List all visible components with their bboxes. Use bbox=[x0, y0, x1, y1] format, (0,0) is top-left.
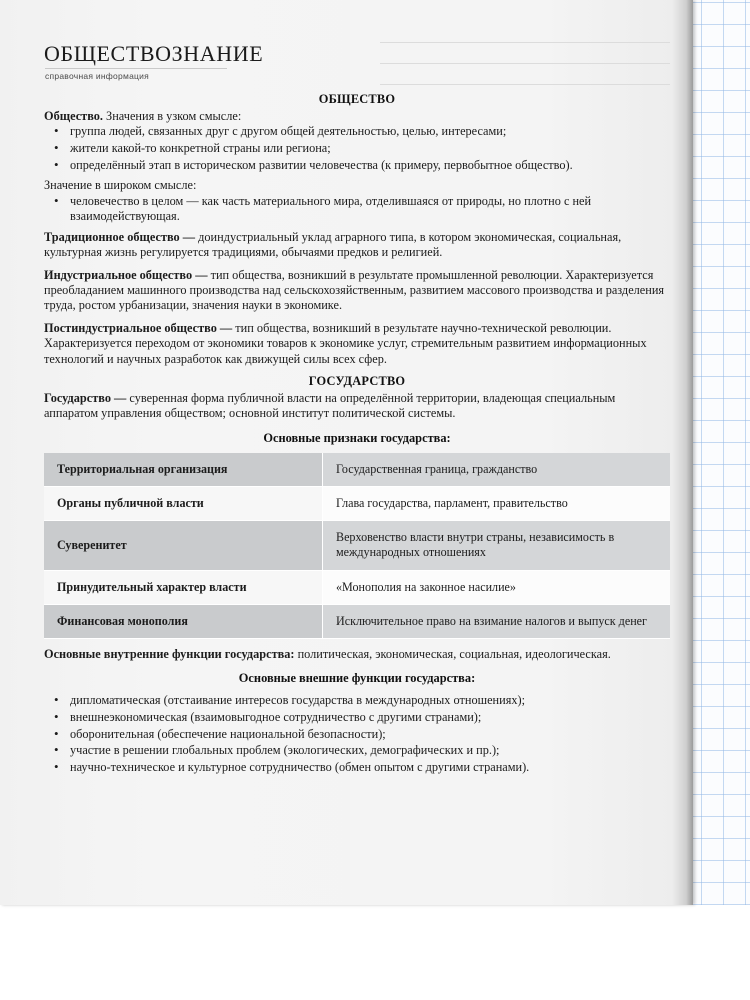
table-cell-value: Верховенство власти внутри страны, независимость в международных отношениях bbox=[323, 521, 671, 570]
table-cell-value: Исключительное право на взимание налогов и выпуск денег bbox=[323, 604, 671, 638]
definition-industrial-society bbox=[44, 268, 670, 314]
list-item bbox=[44, 124, 670, 140]
external-functions-list bbox=[44, 693, 670, 775]
society-intro-rest: Значения в узком смысле: bbox=[102, 109, 242, 123]
page-content-area bbox=[44, 0, 670, 905]
header-rule-line bbox=[380, 63, 670, 64]
table-cell-value: Глава государства, парламент, правительство bbox=[323, 487, 671, 521]
table-row bbox=[44, 487, 670, 521]
list-item bbox=[44, 693, 670, 709]
list-item-text: дипломатическая (отстаивание интересов государства в международных отношениях); bbox=[70, 693, 526, 708]
header-rule-line bbox=[380, 84, 670, 85]
society-broad-list bbox=[44, 194, 670, 225]
list-item-text: участие в решении глобальных проблем (экологических, демографических и пр.); bbox=[70, 743, 500, 758]
section-heading-society: ОБЩЕСТВО bbox=[318, 92, 396, 106]
list-item bbox=[44, 158, 670, 174]
table-row bbox=[44, 521, 670, 570]
list-item-text: группа людей, связанных друг с другом общей деятельностью, целью, интересами; bbox=[70, 124, 507, 139]
header-rule-line bbox=[380, 42, 670, 43]
table-row bbox=[44, 570, 670, 604]
table-row bbox=[44, 453, 670, 487]
definition-term: Традиционное общество — bbox=[44, 229, 196, 244]
page-title: ОБЩЕСТВОЗНАНИЕ bbox=[44, 41, 264, 66]
definition-term: Индустриальное общество — bbox=[44, 267, 208, 282]
list-item bbox=[44, 727, 670, 743]
list-item-text: научно-техническое и культурное сотрудничество (обмен опытом с другими странами). bbox=[70, 759, 530, 774]
list-item-text: определённый этап в историческом развитии человечества (к примеру, первобытное общество). bbox=[70, 157, 573, 172]
definition-text: тип общества, возникший в результате промышленной революции. Характеризуется преобладанием машинного производства над сельскохозяйственным, развитием массового производства и разделения труда, ростом урбанизации, значения науки в экономике. bbox=[44, 267, 665, 313]
internal-functions-paragraph bbox=[44, 647, 670, 662]
definition-state bbox=[44, 391, 670, 422]
external-functions-caption: Основные внешние функции государства: bbox=[238, 671, 476, 686]
internal-functions-text: политическая, экономическая, социальная, идеологическая. bbox=[294, 647, 611, 662]
table-cell-value: «Монополия на законное насилие» bbox=[323, 570, 671, 604]
society-broad-label: Значение в широком смысле: bbox=[44, 178, 197, 193]
list-item bbox=[44, 194, 670, 225]
definition-text: доиндустриальный уклад аграрного типа, в котором экономическая, социальная, культурная жизнь регулируется традициями, обычаями предков и религией. bbox=[44, 229, 622, 260]
society-narrow-intro bbox=[44, 109, 670, 124]
definition-text: суверенная форма публичной власти на определённой территории, владеющая специальным аппаратом управления обществом; основной институт политической системы. bbox=[44, 391, 616, 421]
table-cell-key: Суверенитет bbox=[44, 521, 323, 570]
definition-term: Государство — bbox=[44, 391, 127, 406]
definition-term: Постиндустриальное общество — bbox=[44, 320, 233, 335]
list-item bbox=[44, 743, 670, 759]
table-caption-state-traits: Основные признаки государства: bbox=[263, 430, 451, 445]
table-cell-key: Органы публичной власти bbox=[44, 487, 323, 521]
list-item-text: оборонительная (обеспечение национальной безопасности); bbox=[70, 726, 386, 741]
list-item-text: жители какой-то конкретной страны или региона; bbox=[70, 141, 331, 155]
definition-postindustrial-society bbox=[44, 321, 670, 367]
table-cell-key: Финансовая монополия bbox=[44, 604, 323, 638]
definition-traditional-society bbox=[44, 230, 670, 261]
title-divider bbox=[45, 68, 227, 69]
society-narrow-list bbox=[44, 124, 670, 173]
page-subtitle: справочная информация bbox=[45, 71, 150, 81]
header-ruled-lines bbox=[380, 42, 670, 105]
list-item bbox=[44, 141, 670, 157]
society-term: Общество. bbox=[44, 109, 103, 123]
list-item bbox=[44, 710, 670, 726]
masthead bbox=[44, 0, 670, 92]
list-item bbox=[44, 760, 670, 776]
list-item-text: человечество в целом — как часть материального мира, отделившаяся от природы, но плотно с ней взаимодействующая. bbox=[70, 193, 592, 224]
table-cell-key: Территориальная организация bbox=[44, 453, 323, 487]
table-row bbox=[44, 604, 670, 638]
table-cell-value: Государственная граница, гражданство bbox=[323, 453, 671, 487]
internal-functions-label: Основные внутренние функции государства: bbox=[44, 647, 295, 662]
state-traits-table bbox=[44, 453, 670, 639]
section-heading-state: ГОСУДАРСТВО bbox=[308, 374, 406, 389]
list-item-text: внешнеэкономическая (взаимовыгодное сотрудничество с другими странами); bbox=[70, 710, 482, 725]
definition-text: тип общества, возникший в результате научно-технической революции. Характеризуется переходом от экономики товаров к экономике услуг, стремительным развитием информационных технологий и научных разработок как движущей силы всех сфер. bbox=[44, 320, 647, 366]
table-cell-key: Принудительный характер власти bbox=[44, 570, 323, 604]
